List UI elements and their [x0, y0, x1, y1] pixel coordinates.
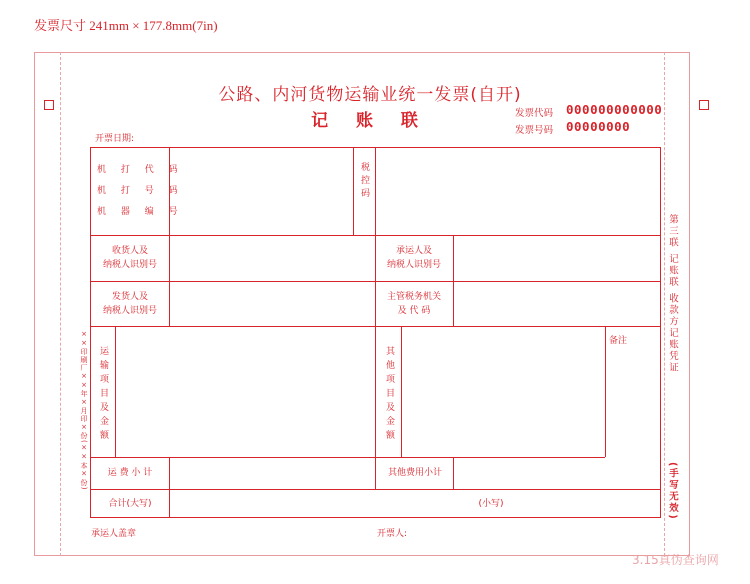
other-fees-subtotal-label: 其他费用小计	[387, 468, 442, 478]
invoice-code-label: 发票代码	[515, 108, 554, 119]
invoice-number-label: 发票号码	[515, 125, 554, 136]
transport-items-label: 运输项目及金额	[98, 346, 108, 444]
printer-info: ××印刷厂××年×月印×份(××本×份)	[80, 330, 88, 491]
handwritten-invalid-note: (手写无效)	[667, 462, 678, 521]
machine-number-label: 机 打 号 码	[97, 186, 184, 196]
invoice-title: 公路、内河货物运输业统一发票(自开)	[218, 85, 522, 105]
left-perforation	[60, 52, 61, 556]
tax-control-label: 税控码	[359, 162, 369, 201]
tax-authority-label: 主管税务机关 及 代 码	[386, 292, 441, 316]
issuer-label: 开票人:	[377, 529, 408, 539]
total-lowercase-label: (小写)	[478, 499, 504, 509]
consignee-label: 收货人及 纳税人识别号	[102, 246, 157, 270]
issue-date-label: 开票日期:	[95, 134, 135, 144]
invoice-number-value: 00000000	[566, 119, 631, 134]
other-items-label: 其他项目及金额	[384, 346, 394, 444]
machine-code-label: 机 打 代 码	[97, 165, 184, 175]
copy-description: 第三联 记账联 收款方记账凭证	[667, 214, 678, 374]
paper-size-note: 发票尺寸 241mm × 177.8mm(7in)	[34, 18, 218, 33]
carrier-seal-label: 承运人盖章	[91, 529, 137, 539]
invoice-table	[90, 147, 661, 518]
invoice-subtitle: 记 账 联	[311, 111, 429, 131]
carrier-label: 承运人及 纳税人识别号	[386, 246, 441, 270]
right-registration-square	[699, 100, 709, 110]
freight-subtotal-label: 运 费 小 计	[107, 468, 153, 478]
remarks-label: 备注	[609, 336, 628, 346]
total-uppercase-label: 合计(大写)	[108, 499, 152, 509]
left-registration-square	[44, 100, 54, 110]
machine-serial-label: 机 器 编 号	[97, 207, 184, 217]
consignor-label: 发货人及 纳税人识别号	[102, 292, 157, 316]
invoice-code-value: 000000000000	[566, 102, 663, 117]
site-watermark: 3.15真伪查询网	[632, 553, 719, 567]
